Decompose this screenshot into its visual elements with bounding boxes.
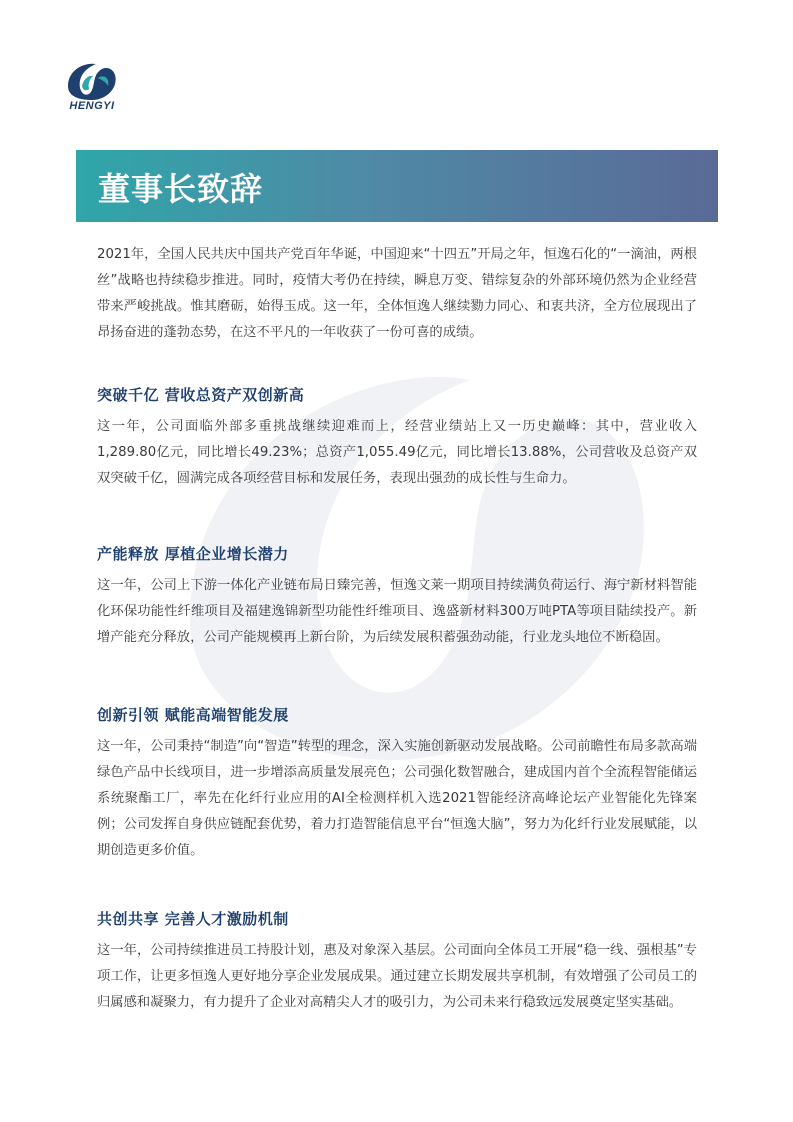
- section-heading: 创新引领 赋能高端智能发展: [97, 706, 289, 724]
- section-heading: 突破千亿 营收总资产双创新高: [97, 386, 305, 404]
- section-talent: [97, 908, 697, 1016]
- page-title: 董事长致辞: [98, 170, 264, 208]
- title-banner: [76, 150, 718, 222]
- section-capacity: [97, 543, 697, 651]
- section-body: 这一年，公司秉持“制造”向“智造”转型的理念，深入实施创新驱动发展战略。公司前瞻性布局多款高端绿色产品中长线项目，进一步增添高质量发展亮色；公司强化数智融合，建成国内首个全流程智能储运系统聚酯工厂，率先在化纤行业应用的AI全检测样机入选2021智能经济高峰论坛产业智能化先锋案例；公司发挥自身供应链配套优势，着力打造智能信息平台“恒逸大脑”，努力为化纤行业发展赋能，以期创造更多价值。: [97, 739, 697, 858]
- section-revenue: [97, 384, 697, 492]
- section-innovation: [97, 704, 697, 864]
- section-body: 这一年，公司持续推进员工持股计划，惠及对象深入基层。公司面向全体员工开展“稳一线、强根基”专项工作，让更多恒逸人更好地分享企业发展成果。通过建立长期发展共享机制，有效增强了公司员工的归属感和凝聚力，有力提升了企业对高精尖人才的吸引力，为公司未来行稳致远发展奠定坚实基础。: [97, 943, 697, 1010]
- intro-paragraph: 2021年，全国人民共庆中国共产党百年华诞，中国迎来“十四五”开局之年，恒逸石化的“一滴油，两根丝”战略也持续稳步推进。同时，疫情大考仍在持续，瞬息万变、错综复杂的外部环境仍然为企业经营带来严峻挑战。惟其磨砺，始得玉成。这一年，全体恒逸人继续勠力同心、和衷共济，全方位展现出了昂扬奋进的蓬勃态势，在这不平凡的一年收获了一份可喜的成绩。: [97, 247, 697, 340]
- intro-block: [97, 242, 697, 346]
- section-heading: 产能释放 厚植企业增长潜力: [97, 545, 289, 563]
- section-body: 这一年，公司面临外部多重挑战继续迎难而上，经营业绩站上又一历史巅峰：其中，营业收入1,289.80亿元，同比增长49.23%；总资产1,055.49亿元，同比增长13.88%，公司营收及总资产双双突破千亿，圆满完成各项经营目标和发展任务，表现出强劲的成长性与生命力。: [97, 419, 697, 486]
- section-heading: 共创共享 完善人才激励机制: [97, 910, 289, 928]
- logo-wordmark: HENGYI: [69, 100, 115, 112]
- hengyi-logo-icon: [62, 56, 122, 112]
- section-body: 这一年，公司上下游一体化产业链布局日臻完善，恒逸文莱一期项目持续满负荷运行、海宁新材料智能化环保功能性纤维项目及福建逸锦新型功能性纤维项目、逸盛新材料300万吨PTA等项目陆续投产。新增产能充分释放，公司产能规模再上新台阶，为后续发展积蓄强劲动能，行业龙头地位不断稳固。: [97, 578, 697, 645]
